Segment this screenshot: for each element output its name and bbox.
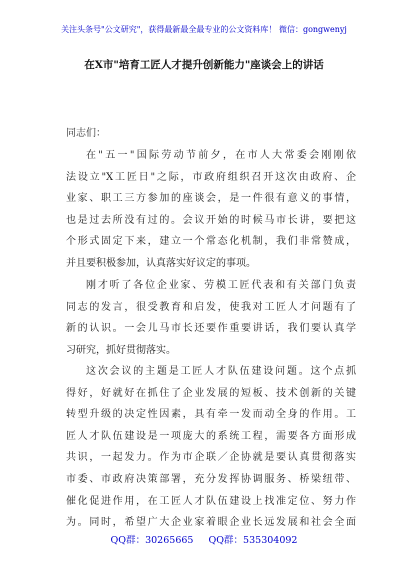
footer-qq-group-2: QQ群：535304092 [208, 535, 298, 546]
footer-qq-group-1: QQ群：30265665 [110, 535, 194, 546]
footer-contact [0, 532, 408, 546]
paragraph-line: 新的认识。一会儿马市长还要作重要讲话，我们要认真学 [66, 323, 356, 335]
paragraph-2 [66, 275, 356, 361]
paragraph-line: 个形式固定下来，建立一个常态化机制，我们非常赞成， [66, 236, 356, 248]
paragraph-1 [66, 145, 356, 275]
paragraph-line: 为。同时，希望广大企业家着眼企业长远发展和社会全面 [66, 517, 356, 529]
document-title: 在X市"培育工匠人才提升创新能力"座谈会上的讲话 [84, 59, 324, 71]
paragraph-line: 并且要积极参加，认真落实好议定的事项。 [66, 257, 256, 269]
paragraph-line: 业家、职工三方参加的座谈会，是一件很有意义的事情， [66, 193, 356, 205]
paragraph-line: 得好，好就好在抓住了企业发展的短板、技术创新的关键 [66, 387, 356, 399]
header-promo-note: 关注头条号"公文研究"，获得最新最全最专业的公文资料库！ 微信：gongwenyj [61, 25, 347, 34]
paragraph-line: 匠人才队伍建设是一项庞大的系统工程，需要各方面形成 [66, 430, 356, 442]
paragraph-line: 市委、市政府决策部署，充分发挥协调服务、桥梁纽带、 [66, 473, 356, 485]
salutation: 同志们： [66, 128, 106, 139]
paragraph-line: 刚才听了各位企业家、劳模工匠代表和有关部门负责 [86, 280, 356, 291]
paragraph-line: 同志的发言，很受教育和启发，使我对工匠人才问题有了 [66, 301, 356, 313]
paragraph-line: 转型升级的决定性因素，具有牵一发而动全身的作用。工 [66, 409, 356, 421]
paragraph-line: 催化促进作用，在工匠人才队伍建设上找准定位、努力作 [66, 495, 356, 507]
paragraph-3 [66, 361, 356, 534]
paragraph-line: 习研究，抓好贯彻落实。 [66, 344, 176, 356]
paragraph-line: 在"五一"国际劳动节前夕，在市人大常委会刚刚依 [86, 150, 356, 161]
paragraph-line: 共识，一起发力。作为市企联／企协就是要认真贯彻落实 [66, 452, 356, 464]
paragraph-line: 也是过去所没有过的。会议开始的时候马市长讲，要把这 [66, 214, 356, 226]
paragraph-line: 这次会议的主题是工匠人才队伍建设问题。这个点抓 [86, 366, 356, 377]
paragraph-line: 法设立"X工匠日"之际，市政府组织召开这次由政府、企 [66, 171, 356, 183]
